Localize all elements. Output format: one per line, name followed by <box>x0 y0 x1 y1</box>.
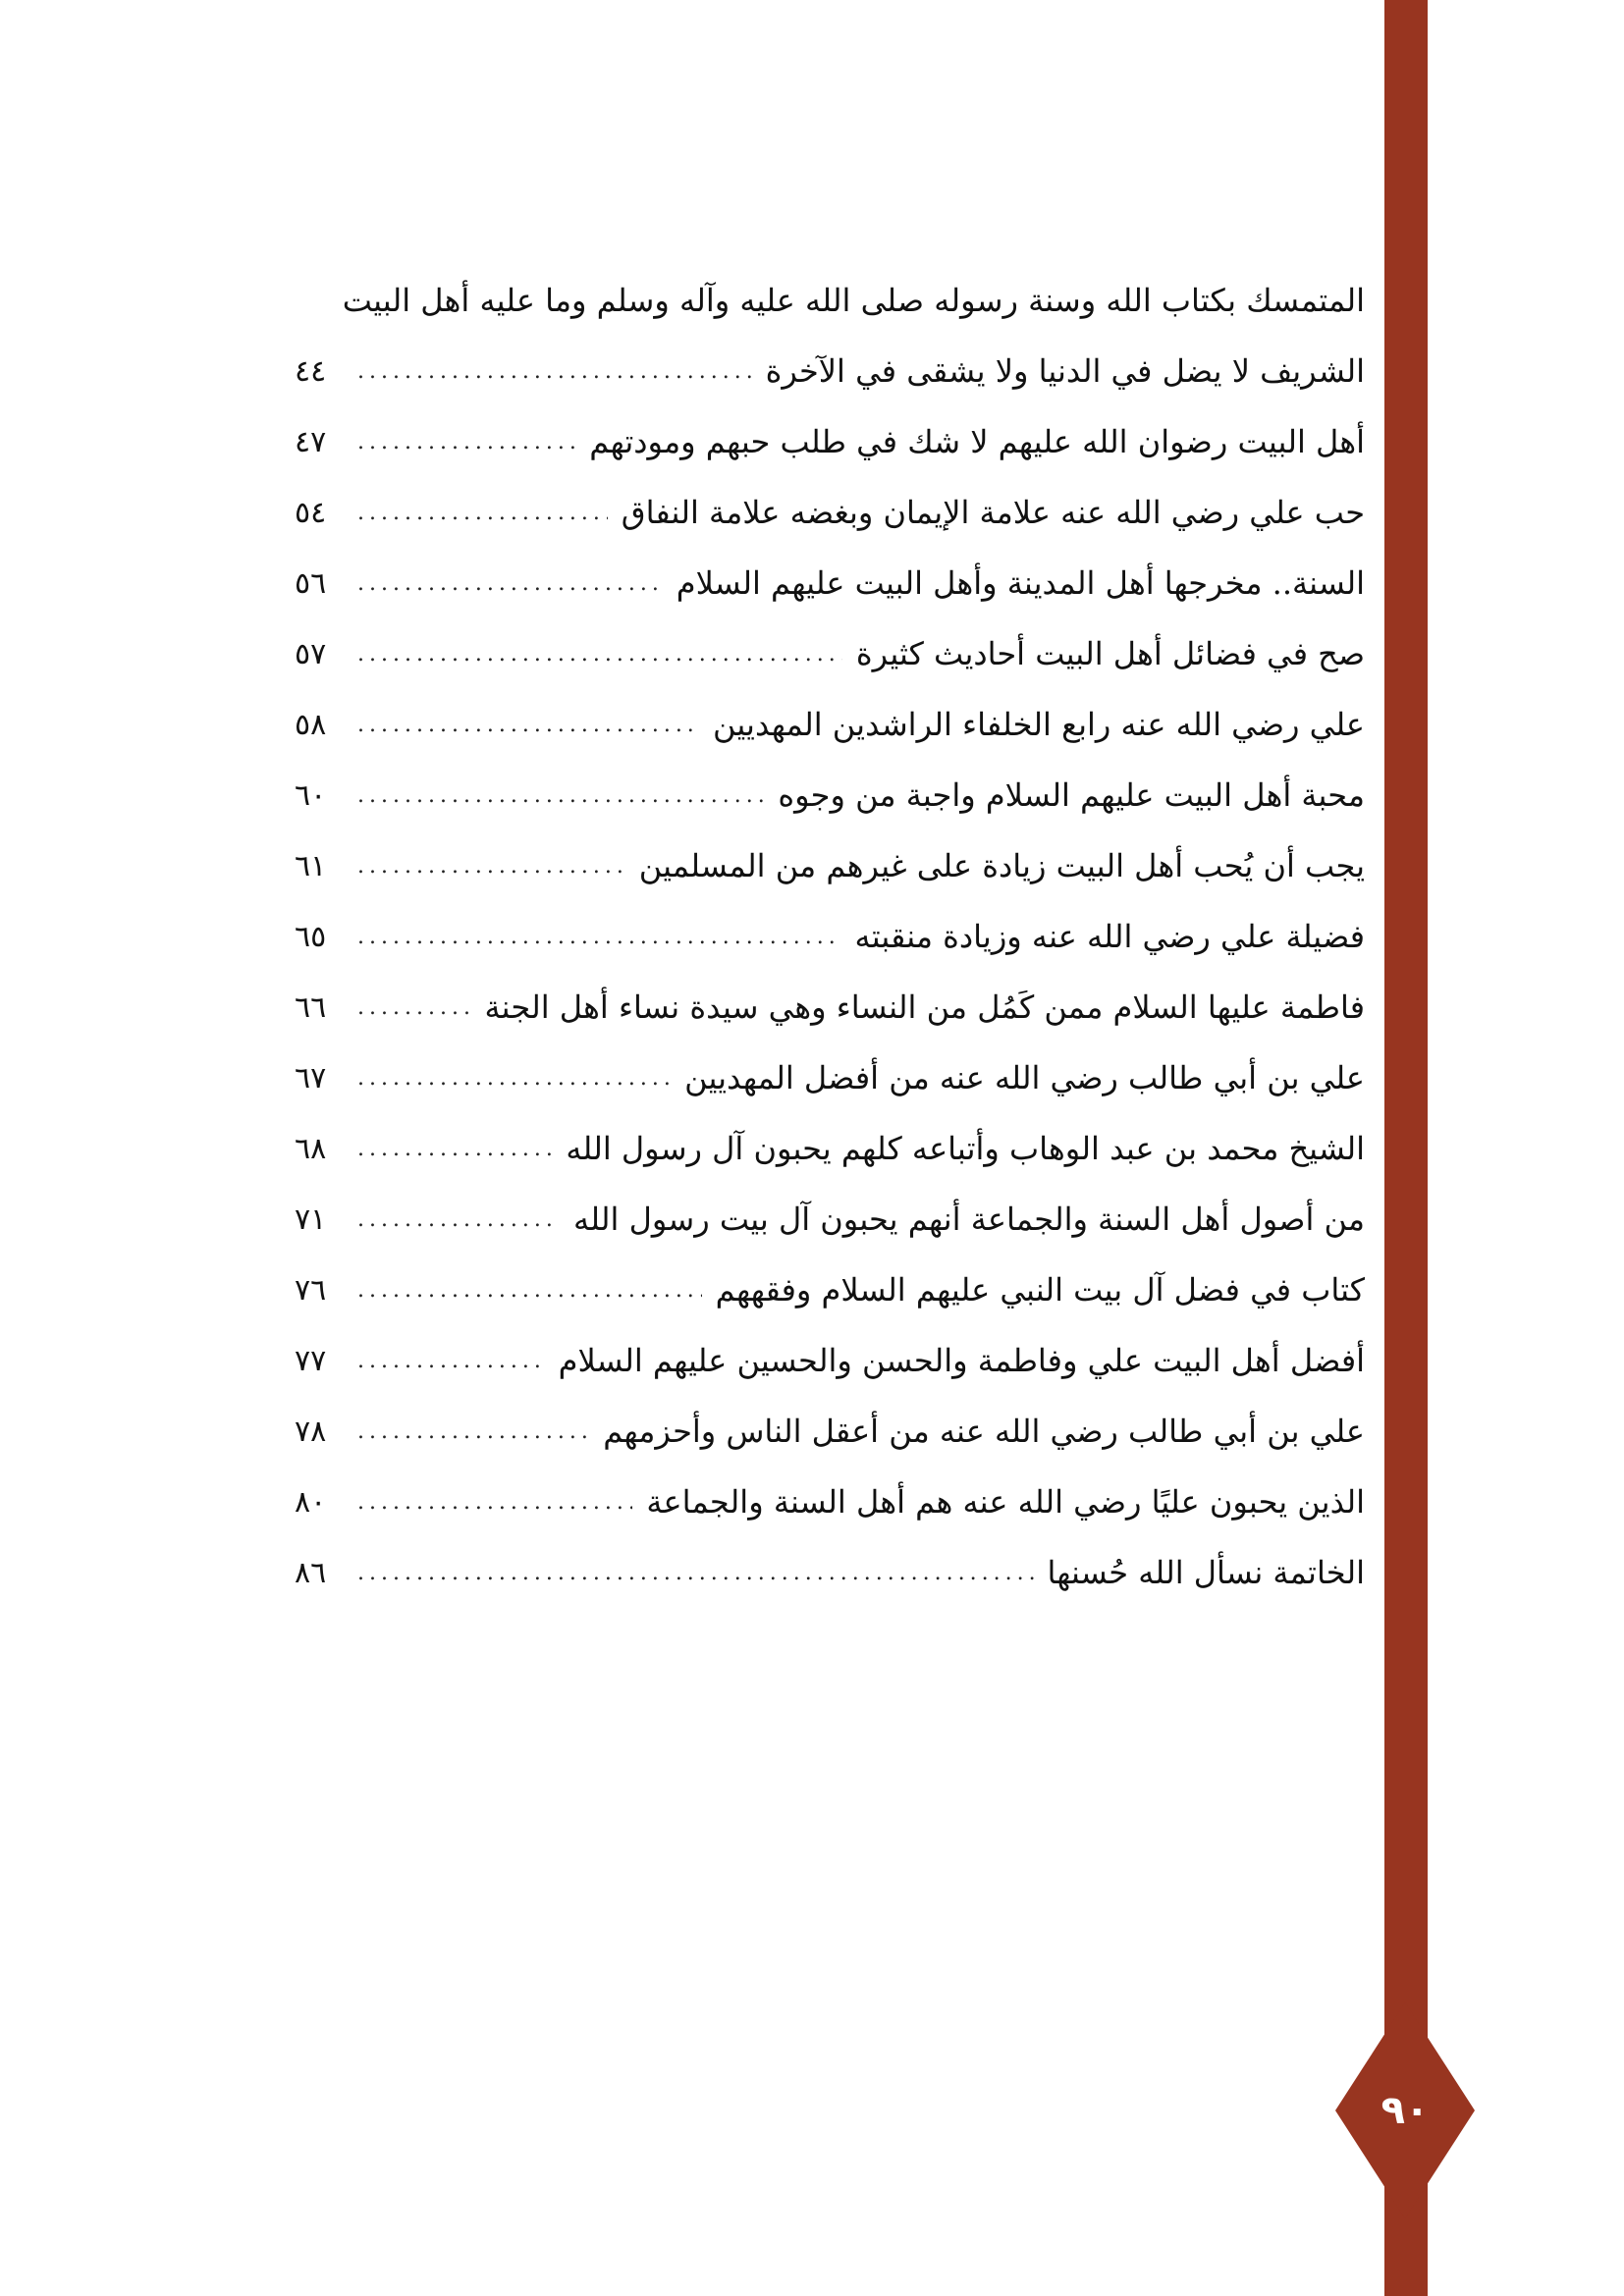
toc-entry-title: أهل البيت رضوان الله عليهم لا شك في طلب حبهم ومودتهم <box>589 423 1365 460</box>
toc-entry-page: ٦٧ <box>295 1060 327 1095</box>
leader-dots <box>357 430 575 454</box>
toc-entry-page: ٦٠ <box>295 777 327 813</box>
toc-entry <box>295 336 1365 406</box>
toc-entry <box>295 1396 1365 1467</box>
toc-entry-page: ٥٦ <box>295 565 327 601</box>
toc-entry-title: فاطمة عليها السلام ممن كَمُل من النساء وهي سيدة نساء أهل الجنة <box>484 988 1365 1026</box>
toc-entry-title: يجب أن يُحب أهل البيت زيادة على غيرهم من المسلمين <box>638 847 1365 884</box>
toc-entry-page: ٨٠ <box>295 1484 327 1520</box>
toc-entry-page: ٨٦ <box>295 1555 327 1590</box>
leader-dots <box>357 995 471 1020</box>
leader-dots <box>357 783 764 808</box>
toc-entry-page: ٦٨ <box>295 1131 327 1166</box>
toc-entry-page: ٥٤ <box>295 495 327 530</box>
leader-dots <box>357 1349 545 1373</box>
leader-dots <box>357 571 663 596</box>
toc-entry-title: الشريف لا يضل في الدنيا ولا يشقى في الآخرة <box>765 352 1365 390</box>
toc-entry-page: ٧١ <box>295 1201 327 1237</box>
toc-entry-line-wrap <box>295 265 1365 336</box>
toc-entry-title: علي بن أبي طالب رضي الله عنه من أعقل الناس وأحزمهم <box>603 1413 1365 1450</box>
leader-dots <box>357 854 625 879</box>
toc-entry <box>295 477 1365 548</box>
leader-dots <box>357 642 842 667</box>
toc-entry-title: حب علي رضي الله عنه علامة الإيمان وبغضه علامة النفاق <box>621 494 1365 531</box>
toc-entry-title: كتاب في فضل آل بيت النبي عليهم السلام وفقههم <box>715 1271 1365 1308</box>
leader-dots <box>357 713 699 737</box>
toc-entry <box>295 760 1365 830</box>
decorative-side-bar <box>1384 0 1428 2296</box>
toc-entry <box>295 972 1365 1042</box>
toc-entry-title: الذين يحبون عليًا رضي الله عنه هم أهل السنة والجماعة <box>646 1483 1365 1521</box>
leader-dots <box>357 1419 589 1444</box>
toc-entry-title: من أصول أهل السنة والجماعة أنهم يحبون آل بيت رسول الله <box>573 1201 1365 1238</box>
leader-dots <box>357 1278 702 1303</box>
toc-entry <box>295 901 1365 972</box>
leader-dots <box>357 359 752 384</box>
leader-dots <box>357 1066 671 1091</box>
toc-entry <box>295 689 1365 760</box>
toc-entry-page: ٤٤ <box>295 353 327 389</box>
toc-entry <box>295 1255 1365 1325</box>
leader-dots <box>357 1137 552 1161</box>
toc-entry <box>295 1184 1365 1255</box>
toc-entry <box>295 1042 1365 1113</box>
table-of-contents <box>295 265 1365 1608</box>
toc-entry-title: المتمسك بكتاب الله وسنة رسوله صلى الله عليه وآله وسلم وما عليه أهل البيت <box>342 282 1365 319</box>
toc-entry-title: علي رضي الله عنه رابع الخلفاء الراشدين المهديين <box>713 706 1365 743</box>
toc-entry-page: ٧٨ <box>295 1414 327 1449</box>
toc-entry-title: صح في فضائل أهل البيت أحاديث كثيرة <box>855 635 1365 672</box>
toc-entry-title: فضيلة علي رضي الله عنه وزيادة منقبته <box>854 918 1365 955</box>
toc-entry <box>295 548 1365 618</box>
toc-entry <box>295 1325 1365 1396</box>
toc-entry <box>295 830 1365 901</box>
toc-entry-page: ٦٦ <box>295 989 327 1025</box>
toc-entry-title: علي بن أبي طالب رضي الله عنه من أفضل المهديين <box>684 1059 1365 1096</box>
toc-entry-title: أفضل أهل البيت علي وفاطمة والحسن والحسين عليهم السلام <box>558 1342 1365 1379</box>
page-number: ٩٠ <box>1380 2088 1430 2133</box>
leader-dots <box>357 925 841 949</box>
toc-entry-title: الخاتمة نسأل الله حُسنها <box>1047 1554 1365 1591</box>
toc-entry-page: ٦١ <box>295 848 327 883</box>
leader-dots <box>357 501 608 525</box>
toc-entry-title: محبة أهل البيت عليهم السلام واجبة من وجوه <box>778 776 1365 814</box>
leader-dots <box>357 1490 632 1515</box>
leader-dots <box>357 1207 560 1232</box>
toc-entry-title: السنة.. مخرجها أهل المدينة وأهل البيت عليهم السلام <box>676 564 1365 602</box>
toc-entry-page: ٧٦ <box>295 1272 327 1308</box>
toc-entry <box>295 1113 1365 1184</box>
leader-dots <box>357 1561 1034 1585</box>
page-number-badge <box>1327 2002 1483 2218</box>
toc-entry-page: ٤٧ <box>295 424 327 459</box>
toc-entry-title: الشيخ محمد بن عبد الوهاب وأتباعه كلهم يحبون آل رسول الله <box>566 1130 1365 1167</box>
toc-entry-page: ٥٧ <box>295 636 327 671</box>
toc-entry <box>295 1537 1365 1608</box>
toc-entry <box>295 1467 1365 1537</box>
toc-entry-page: ٦٥ <box>295 919 327 954</box>
toc-entry <box>295 618 1365 689</box>
toc-entry-page: ٧٧ <box>295 1343 327 1378</box>
toc-entry <box>295 406 1365 477</box>
toc-entry-page: ٥٨ <box>295 707 327 742</box>
